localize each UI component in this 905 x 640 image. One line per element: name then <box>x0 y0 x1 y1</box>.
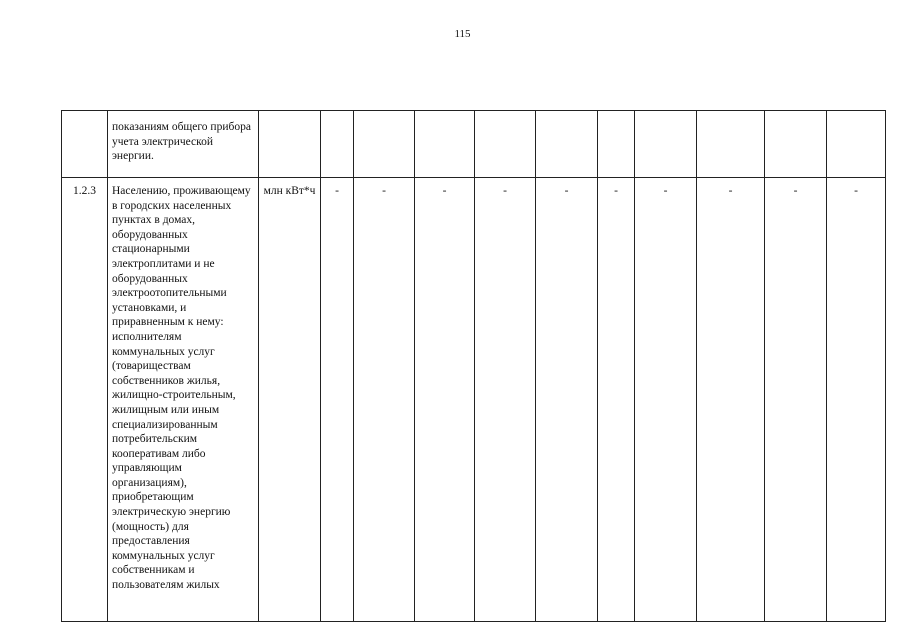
value-cell: - <box>321 178 354 622</box>
value-cell <box>415 111 475 178</box>
value-cell: - <box>536 178 598 622</box>
value-cell <box>635 111 697 178</box>
value-cell: - <box>635 178 697 622</box>
value-cell <box>765 111 827 178</box>
value-cell <box>354 111 415 178</box>
page-number: 115 <box>454 28 471 40</box>
value-cell: - <box>475 178 536 622</box>
unit-cell <box>259 111 321 178</box>
value-cell: - <box>765 178 827 622</box>
value-cell <box>475 111 536 178</box>
value-cell <box>321 111 354 178</box>
row-number-cell <box>62 111 108 178</box>
value-cell <box>536 111 598 178</box>
value-cell: - <box>827 178 886 622</box>
row-number-cell: 1.2.3 <box>62 178 108 622</box>
table-row <box>62 178 886 622</box>
table-row <box>62 111 886 178</box>
value-cell <box>598 111 635 178</box>
description-cell: показаниям общего прибора учета электрической энергии. <box>108 111 259 178</box>
value-cell: - <box>354 178 415 622</box>
value-cell: - <box>415 178 475 622</box>
tariff-table <box>61 110 886 622</box>
value-cell: - <box>598 178 635 622</box>
value-cell <box>697 111 765 178</box>
value-cell <box>827 111 886 178</box>
value-cell: - <box>697 178 765 622</box>
description-cell: Населению, проживающему в городских населенных пунктах в домах, оборудованных стационарными электроплитами и не оборудованных электроотопительными установками, и приравненным к нему: исполнителям коммунальных услуг (товариществам собственников жилья, жилищно-строительным, жилищным или иным специализированным потребительским кооперативам либо управляющим организациям), приобретающим электрическую энергию (мощность) для предоставления коммунальных услуг собственникам и пользователям жилых <box>108 178 259 622</box>
unit-cell: млн кВт*ч <box>259 178 321 622</box>
